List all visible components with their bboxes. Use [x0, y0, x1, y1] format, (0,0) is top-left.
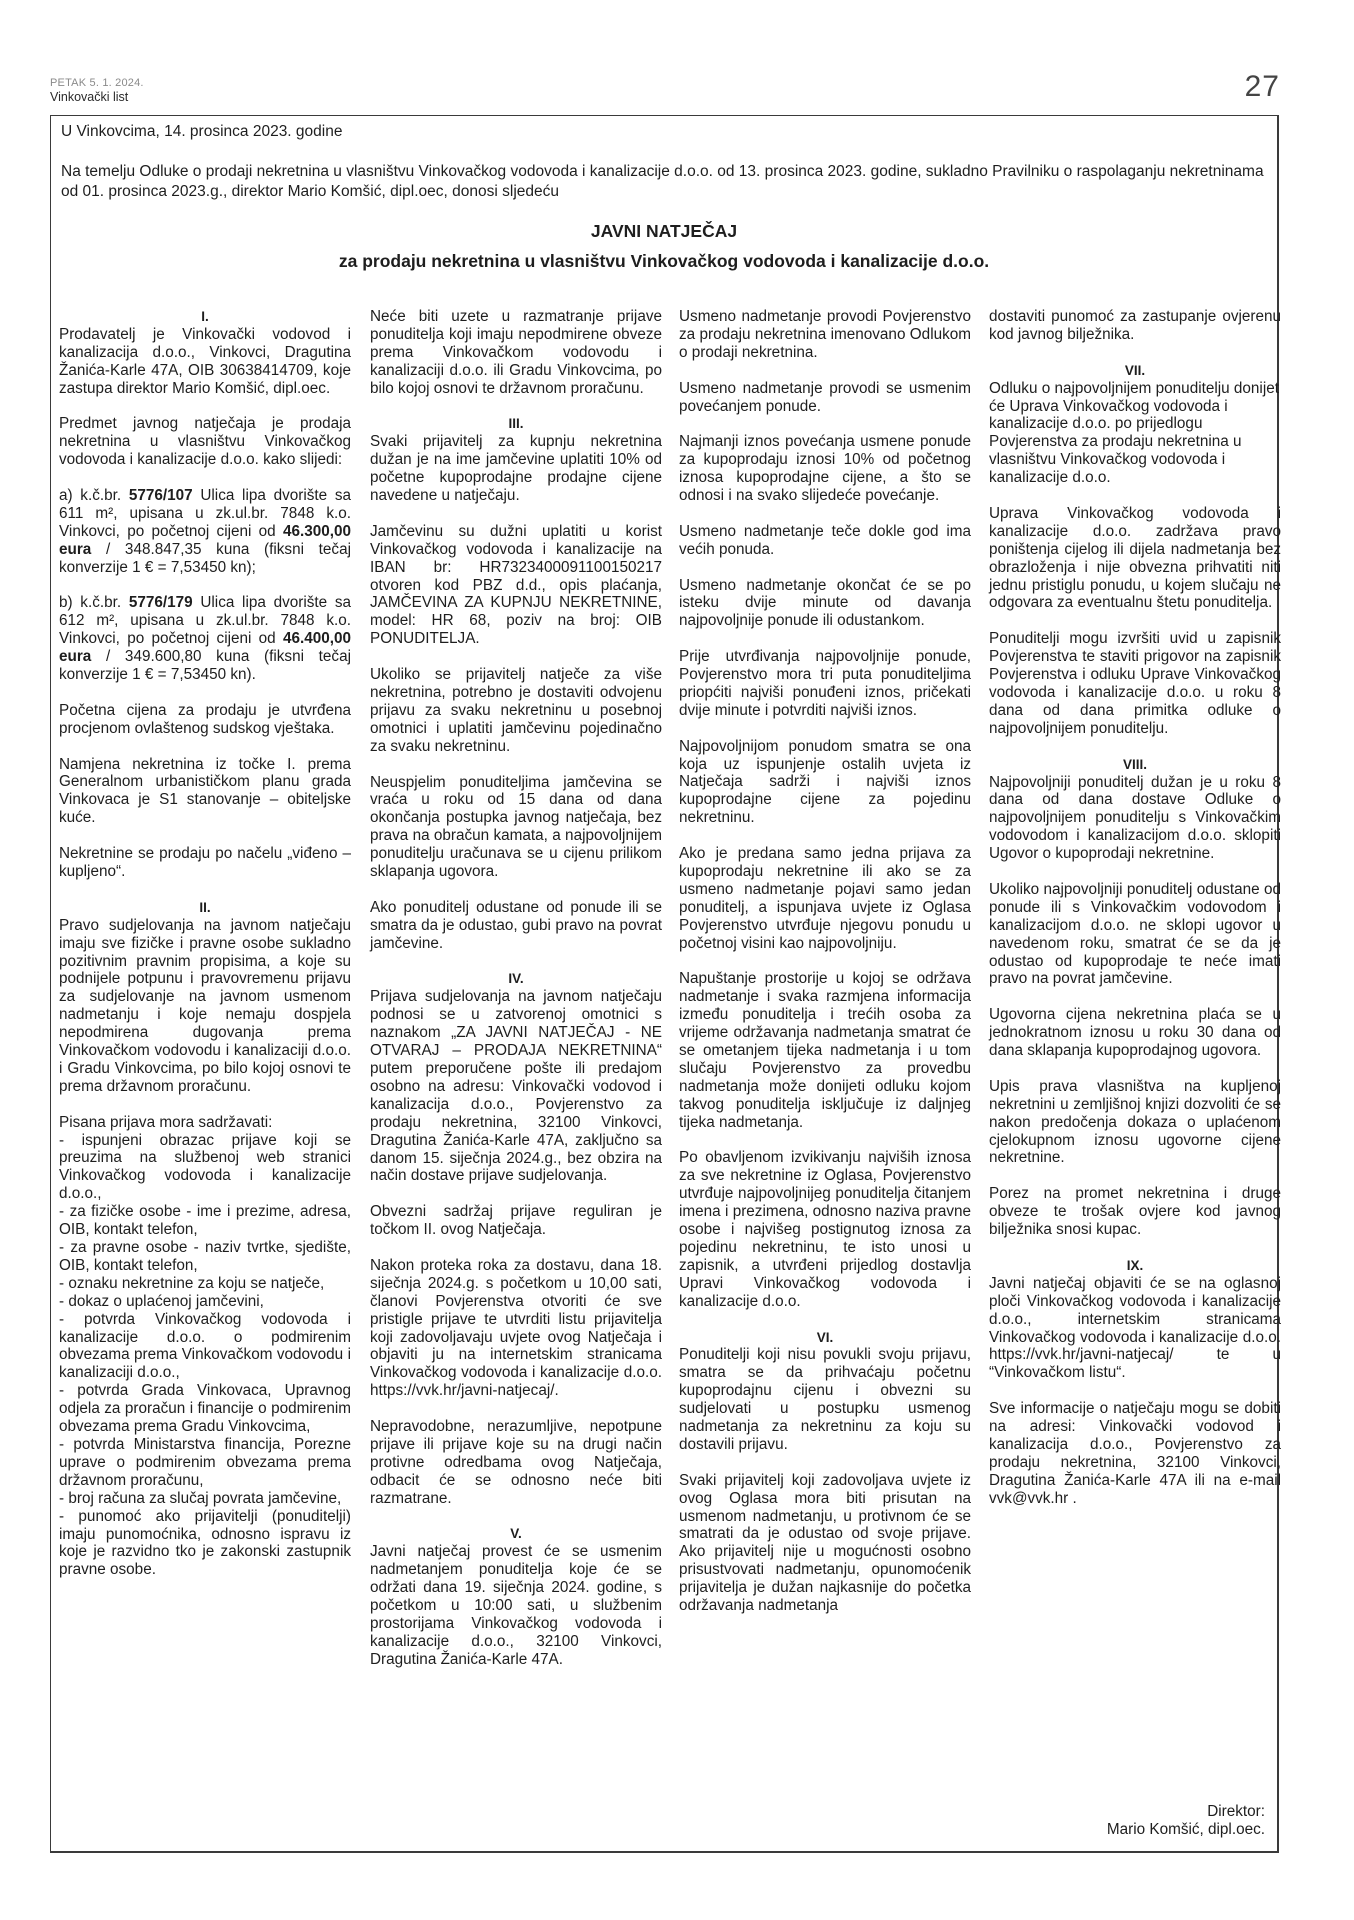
list-item: - oznaku nekretnine za koju se natječe,	[59, 1274, 325, 1292]
paragraph: Svaki prijavitelj koji zadovoljava uvjete iz ovog Oglasa mora biti prisutan na usmenom nadmetanju, u protivnom će se smatrati da je odustao od svoje prijave. Ako prijavitelj nije u mogućnosti osobno prisustvovati nadmetanju, opunomoćenik prijavitelja je dužan najkasnije do početka održavanja nadmetanja	[679, 1471, 971, 1615]
paragraph: Namjena nekretnina iz točke I. prema Generalnom urbanističkom planu grada Vinkovaca je S1 stanovanje – obiteljske kuće.	[59, 755, 351, 827]
paragraph: Najpovoljniji ponuditelj dužan je u roku 8 dana od dana dostave Odluke o najpovoljnijem ponuditelju s Vinkovačkim vodovodom i kanalizacijom d.o.o. sklopiti Ugovor o kupoprodaji nekretnine.	[989, 773, 1281, 863]
section-heading: III.	[508, 416, 524, 432]
paragraph: Ugovorna cijena nekretnina plaća se u jednokratnom iznosu u roku 30 dana od dana sklapanja kupoprodajnog ugovora.	[989, 1006, 1281, 1060]
paragraph: Napuštanje prostorije u kojoj se održava nadmetanje i svaka razmjena informacija između ponuditelja i trećih osoba za vrijeme održavanja nadmetanja smatrat će se ometanjem tijeka nadmetanja i u tom slučaju Povjerenstvo za provedbu nadmetanja može donijeti odluku kojom takvog ponuditelja isključuje iz daljnjeg tijeka nadmetanja.	[679, 970, 971, 1131]
paragraph: Prodavatelj je Vinkovački vodovod i kanalizacija d.o.o., Vinkovci, Dragutina Žanića-Karle 47A, OIB 30638414709, koje zastupa direktor Mario Komšić, dipl.oec.	[59, 325, 351, 397]
paragraph: Prijava sudjelovanja na javnom natječaju podnosi se u zatvorenoj omotnici s naznakom „ZA JAVNI NATJEČAJ - NE OTVARAJ – PRODAJA NEKRETNINA“ putem preporučene pošte ili predajom osobno na adresu: Vinkovački vodovod i kanalizacija d.o.o., Povjerenstvo za prodaju nekretnina, 32100 Vinkovci, Dragutina Žanića-Karle 47A, zaključno sa danom 15. siječnja 2024.g., bez obzira na način dostave prijave sudjelovanja.	[370, 988, 662, 1185]
paragraph: Prije utvrđivanja najpovoljnije ponude, Povjerenstvo mora tri puta ponuditeljima priopćiti najviši ponuđeni iznos, pričekati dvije minute i potvrditi najviši iznos.	[679, 648, 971, 719]
paragraph: Ukoliko se prijavitelj natječe za više nekretnina, potrebno je dostaviti odvojenu prijavu za svaku nekretninu u posebnoj omotnici i uplatiti jamčevinu pojedinačno za svaku nekretninu.	[370, 666, 662, 755]
section-heading: II.	[199, 899, 211, 915]
section-heading: IX.	[1126, 1257, 1144, 1273]
paragraph: Neće biti uzete u razmatranje prijave ponuditelja koji imaju nepodmirene obveze prema Vinkovačkom vodovodu i kanalizaciji d.o.o. ili Gradu Vinkovcima, po bilo kojoj osnovi te državnom proračunu.	[370, 308, 662, 397]
paragraph: Javni natječaj provest će se usmenim nadmetanjem ponuditelja koje će se održati dana 19. siječnja 2024. godine, s početkom u 10:00 sati, u službenim prostorijama Vinkovačkog vodovoda i kanalizacije d.o.o., 32100 Vinkovci, Dragutina Žanića-Karle 47A.	[370, 1543, 662, 1668]
list-item: - punomoć ako prijavitelji (ponuditelji) imaju punomoćnika, odnosno ispravu iz koje je razvidno tko je zakonski zastupnik pravne osobe.	[59, 1507, 351, 1579]
property-item-b: b) k.č.br. 5776/179 Ulica lipa dvorište sa 612 m², upisana u zk.ul.br. 7848 k.o. Vinkovci, po početnoj cijeni od 46.400,00 eura / 349.600,80 kuna (fiksni tečaj konverzije 1 € = 7,53450 kn).	[59, 594, 352, 684]
list-item: - potvrda Grada Vinkovaca, Upravnog odjela za proračun i financije o podmirenim obvezama prema Gradu Vinkovcima,	[59, 1382, 351, 1436]
list-item: - ispunjeni obrazac prijave koji se preuzima na službenoj web stranici Vinkovačkog vodovoda i kanalizacije d.o.o.,	[59, 1131, 351, 1203]
notice-title: JAVNI NATJEČAJ	[590, 221, 738, 241]
masthead-date: PETAK 5. 1. 2024.	[50, 77, 144, 89]
list-item: - za fizičke osobe - ime i prezime, adresa, OIB, kontakt telefon,	[59, 1203, 351, 1239]
notice-subtitle: za prodaju nekretnina u vlasništvu Vinkovačkog vodovoda i kanalizacije d.o.o.	[338, 251, 990, 271]
signature-block	[1107, 1803, 1265, 1839]
price-eur: 46.300,00 eura	[59, 522, 351, 558]
section-heading: VII.	[1124, 362, 1146, 378]
paragraph: Početna cijena za prodaju je utvrđena procjenom ovlaštenog sudskog vještaka.	[59, 701, 351, 737]
paragraph: Usmeno nadmetanje provodi Povjerenstvo za prodaju nekretnina imenovano Odlukom o prodaji nekretnina.	[679, 308, 971, 361]
preamble: Na temelju Odluke o prodaji nekretnina u vlasništvu Vinkovačkog vodovoda i kanalizacije d.o.o. od 13. prosinca 2023. godine, sukladno Pravilniku o raspolaganju nekretninama od 01. prosinca 2023.g., direktor Mario Komšić, dipl.oec, donosi sljedeću	[61, 163, 1264, 200]
page-number: 27	[1244, 70, 1280, 103]
column-2	[370, 308, 662, 1687]
paragraph: Predmet javnog natječaja je prodaja nekretnina u vlasništvu Vinkovačkog vodovoda i kanalizacije d.o.o. kako slijedi:	[59, 415, 351, 469]
paragraph: Odluku o najpovoljnijem ponuditelju donijet će Uprava Vinkovačkog vodovoda i kanalizacije d.o.o. po prijedlogu Povjerenstva za prodaju nekretnina u vlasništvu Vinkovačkog vodovoda i kanalizacije d.o.o.	[989, 379, 1279, 487]
paragraph: Ako je predana samo jedna prijava za kupoprodaju nekretnine ili ako se za usmeno nadmetanje pojavi samo jedan ponuditelj, a ispunjava uvjete iz Oglasa Povjerenstvo utvrđuje njegovu ponudu u početnoj visini kao najpovoljniju.	[679, 845, 971, 952]
section-heading: I.	[201, 309, 209, 324]
paragraph: Nakon proteka roka za dostavu, dana 18. siječnja 2024.g. s početkom u 10,00 sati, članovi Povjerenstva otvoriti će sve pristigle prijave te utvrditi listu prijavitelja koji zadovoljavaju uvjete ovog Natječaja i objaviti ju na internetskim stranicama Vinkovačkog vodovoda i kanalizacije d.o.o. https://vvk.hr/javni-natjecaj/.	[370, 1256, 662, 1400]
masthead-paper-name: Vinkovački list	[50, 90, 129, 104]
list-item: - potvrda Vinkovačkog vodovoda i kanalizacije d.o.o. o podmirenim obvezama prema Vinkovačkom vodovodu i kanalizaciji d.o.o.,	[59, 1310, 351, 1382]
section-heading: VI.	[816, 1329, 834, 1345]
paragraph: Svaki prijavitelj za kupnju nekretnina dužan je na ime jamčevine uplatiti 10% od početne kupoprodajne prodajne cijene navedene u natječaju.	[370, 433, 662, 505]
paragraph: Uprava Vinkovačkog vodovoda i kanalizacije d.o.o. zadržava pravo poništenja cijelog ili dijela nadmetanja bez obrazloženja i nije obvezna prihvatiti niti jednu pristiglu ponudu, u kojem slučaju ne odgovara za eventualnu štetu ponuditelja.	[989, 504, 1281, 612]
notice-frame	[50, 115, 1279, 1853]
property-item-a: a) k.č.br. 5776/107 Ulica lipa dvorište sa 611 m², upisana u zk.ul.br. 7848 k.o. Vinkovci, po početnoj cijeni od 46.300,00 eura / 348.847,35 kuna (fiksni tečaj konverzije 1 € = 7,53450 kn);	[59, 487, 352, 576]
paragraph: dostaviti punomoć za zastupanje ovjerenu kod javnog bilježnika.	[989, 308, 1281, 343]
column-4	[989, 308, 1281, 1525]
paragraph: Najpovoljnijom ponudom smatra se ona koja uz ispunjenje ostalih uvjeta iz Natječaja sadrži i najviši iznos kupoprodajne cijene za pojedinu nekretninu.	[679, 737, 971, 827]
list-intro: Pisana prijava mora sadržavati:	[59, 1113, 273, 1131]
column-3	[679, 308, 971, 1615]
section-heading: IV.	[508, 971, 524, 987]
column-1	[59, 308, 351, 1579]
paragraph: Neuspjelim ponuditeljima jamčevina se vraća u roku od 15 dana od dana okončanja postupka javnog natječaja, bez prava na obračun kamata, a najpovoljnijem ponuditelju uračunava se u cijenu prilikom sklapanja ugovora.	[370, 773, 662, 881]
signature-role: Direktor:	[1207, 1803, 1265, 1820]
place-date: U Vinkovcima, 14. prosinca 2023. godine	[61, 123, 343, 140]
paragraph: Javni natječaj objaviti će se na oglasnoj ploči Vinkovačkog vodovoda i kanalizacije d.o.o., internetskim stranicama Vinkovačkog vodovoda i kanalizacije d.o.o. https://vvk.hr/javni-natjecaj/ te u “Vinkovačkom listu“.	[989, 1274, 1281, 1382]
paragraph: Najmanji iznos povećanja usmene ponude za kupoprodaju iznosi 10% od početnog iznosa kupoprodajne cijene, a što se odnosi i na svako slijedeće povećanje.	[679, 433, 971, 505]
paragraph: Nepravodobne, nerazumljive, nepotpune prijave ili prijave koje su na drugi način protivne odredbama ovog Natječaja, odbacit će se odnosno neće biti razmatrane.	[370, 1418, 662, 1507]
paragraph: Pravo sudjelovanja na javnom natječaju imaju sve fizičke i pravne osobe sukladno pozitivnim pravnim propisima, a koje su podnijele potpunu i pravovremenu prijavu za sudjelovanje na javnom usmenom nadmetanju i koje nemaju dospjela nepodmirena dugovanja prema Vinkovačkom vodovodu i kanalizaciji d.o.o. i Gradu Vinkovcima, po bilo kojoj osnovi te prema državnom proračunu.	[59, 916, 351, 1095]
paragraph: Ako ponuditelj odustane od ponude ili se smatra da je odustao, gubi pravo na povrat jamčevine.	[370, 898, 662, 952]
paragraph: Ukoliko najpovoljniji ponuditelj odustane od ponude ili s Vinkovačkim vodovodom i kanalizacijom d.o.o. ne sklopi ugovor u navedenom roku, smatrat će se da je odustao od kupoprodaje te neće imati pravo na povrat jamčevine.	[989, 880, 1281, 988]
paragraph: Usmeno nadmetanje okončat će se po isteku dvije minute od davanja najpovoljnije ponude ili odustankom.	[679, 576, 971, 630]
paragraph: Obvezni sadržaj prijave reguliran je točkom II. ovog Natječaja.	[370, 1203, 662, 1239]
section-heading: V.	[510, 1526, 522, 1542]
paragraph: Jamčevinu su dužni uplatiti u korist Vinkovačkog vodovoda i kanalizacije na IBAN br: HR7323400091100150217 otvoren kod PBZ d.d., opis plaćanja, JAMČEVINA ZA KUPNJU NEKRETNINE, model: HR 68, poziv na broj: OIB PONUDITELJA.	[370, 522, 662, 648]
list-item: - dokaz o uplaćenoj jamčevini,	[59, 1292, 264, 1310]
list-item: - za pravne osobe - naziv tvrtke, sjedište, OIB, kontakt telefon,	[59, 1239, 351, 1274]
paragraph: Ponuditelji mogu izvršiti uvid u zapisnik Povjerenstva te staviti prigovor na zapisnik Povjerenstva i odluku Uprave Vinkovačkog vodovoda i kanalizacije d.o.o. u roku 8 dana od dana primitka odluke o najpovoljnijem ponuditelju.	[989, 630, 1281, 737]
paragraph: Ponuditelji koji nisu povukli svoju prijavu, smatra se da prihvaćaju početnu kupoprodajnu cijenu i obvezni su sudjelovati u postupku usmenog nadmetanja za nekretninu za koju su dostavili prijavu.	[679, 1346, 971, 1453]
signature-name: Mario Komšić, dipl.oec.	[1106, 1821, 1265, 1838]
paragraph: Nekretnine se prodaju po načelu „viđeno – kupljeno“.	[59, 845, 351, 880]
contact-paragraph: Sve informacije o natječaju mogu se dobiti na adresi: Vinkovački vodovod i kanalizacija d.o.o., Povjerenstvo za prodaju nekretnina, 32100 Vinkovci, Dragutina Žanića-Karle 47A ili na e-mail vvk@vvk.hr .	[989, 1400, 1281, 1507]
paragraph: Usmeno nadmetanje provodi se usmenim povećanjem ponude.	[679, 379, 971, 415]
price-eur: 46.400,00 eura	[59, 630, 351, 666]
paragraph: Upis prava vlasništva na kupljenoj nekretnini u zemljišnoj knjizi dozvoliti će se nakon predočenja dokaza o uplaćenom cjelokupnom iznosu ugovorne cijene nekretnine.	[989, 1077, 1281, 1167]
paragraph: Usmeno nadmetanje teče dokle god ima većih ponuda.	[679, 522, 971, 558]
parcel-number: 5776/179	[128, 594, 193, 612]
list-item: - potvrda Ministarstva financija, Porezne uprave o podmirenim obvezama prema državnom proračunu,	[59, 1435, 351, 1489]
paragraph: Po obavljenom izvikivanju najviših iznosa za sve nekretnine iz Oglasa, Povjerenstvo utvrđuje najpovoljnijeg ponuditelja čitanjem imena i prezimena, odnosno naziva pravne osobe i najvišeg postignutog iznosa za pojedinu nekretninu, te isto unosi u zapisnik, a utvrđeni prijedlog dostavlja Upravi Vinkovačkog vodovoda i kanalizacije d.o.o.	[679, 1149, 971, 1310]
paragraph: Porez na promet nekretnina i druge obveze te trošak ovjere kod javnog bilježnika snosi kupac.	[989, 1185, 1281, 1239]
section-heading: VIII.	[1122, 756, 1147, 772]
parcel-number: 5776/107	[128, 487, 193, 505]
list-item: - broj računa za slučaj povrata jamčevine,	[59, 1489, 342, 1507]
